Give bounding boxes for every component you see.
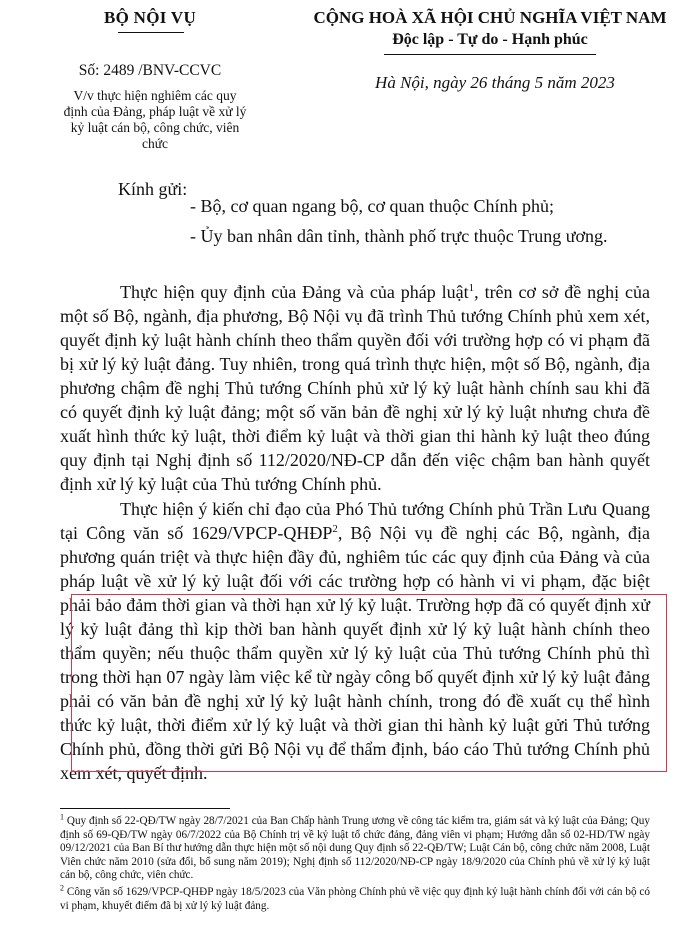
paragraph-1-lead: Thực hiện quy định của Đảng và của pháp luật [120,282,469,302]
document-subject: V/v thực hiện nghiêm các quy định của Đảng, pháp luật về xử lý kỷ luật cán bộ, công chức, viên chức [63,88,247,151]
salutation: Kính gửi: [118,179,188,199]
footnote-1-text: Quy định số 22-QĐ/TW ngày 28/7/2021 của Ban Chấp hành Trung ương về công tác kiểm tra, giám sát và kỷ luật của Đảng; Quy định số 69-QĐ/TW ngày 06/7/2022 của Bộ Chính trị về kỷ luật tổ chức đảng, đảng viên vi phạm; Hướng dẫn số 02-HD/TW ngày 09/12/2021 của Ban Bí thư hướng dẫn thực hiện một số nội dung Quy định số 22-QĐ/TW; Luật Cán bộ, công chức năm 2008, Luật Viên chức năm 2010 (sửa đổi, bổ sung năm 2019); Nghị định số 112/2020/NĐ-CP ngày 18/9/2020 của Chính phủ về xử lý kỷ luật cán bộ, công chức, viên chức. [60,815,650,882]
paragraph-2-lead: Thực hiện ý kiến chỉ đạo của Phó Thủ tướng Chính phủ Trần Lưu Quang tại Công văn số 1629/VPCP-QHĐP [60,499,650,543]
agency-underline [118,32,184,33]
footnote-separator [60,808,230,809]
highlight-annotation-box [71,594,667,772]
national-motto: Độc lập - Tự do - Hạnh phúc [392,31,588,48]
document-number: Số: 2489 /BNV-CCVC [78,62,222,79]
footnote-2 [60,883,650,913]
recipient-provinces: - Ủy ban nhân dân tỉnh, thành phố trực thuộc Trung ương. [190,226,608,246]
footnote-ref-1[interactable]: 1 [468,282,475,294]
motto-underline [384,54,596,55]
footnote-1-mark: 1 [60,812,64,822]
paragraph-2-rest: , Bộ Nội vụ đề nghị các Bộ, ngành, địa phương quán triệt và thực hiện đầy đủ, nghiêm túc các quy định của Đảng và của pháp luật về xử lý kỷ luật đối với các trường hợp có hành vi vi phạm, đặc biệt phải bảo đảm thời gian và thời hạn xử lý kỷ luật. Trường hợp đã có quyết định xử lý kỷ luật đảng thì kịp thời ban hành quyết định xử lý kỷ luật hành chính theo thẩm quyền; nếu thuộc thẩm quyền xử lý kỷ luật của Thủ tướng Chính phủ thì trong thời hạn 07 ngày làm việc kể từ ngày công bố quyết định xử lý kỷ luật đảng phải có văn bản đề nghị xử lý kỷ luật hành chính, trong đó đề xuất cụ thể hình thức kỷ luật, thời điểm xử lý kỷ luật và thời gian thi hành kỷ luật gửi Thủ tướng Chính phủ, đồng thời gửi Bộ Nội vụ để thẩm định, báo cáo Thủ tướng Chính phủ xem xét, quyết định. [60,523,650,783]
place-and-date: Hà Nội, ngày 26 tháng 5 năm 2023 [375,73,615,92]
footnote-1 [60,812,650,883]
national-title: CỘNG HOÀ XÃ HỘI CHỦ NGHĨA VIỆT NAM [313,8,667,27]
footnote-ref-2[interactable]: 2 [332,523,338,535]
recipient-ministries: - Bộ, cơ quan ngang bộ, cơ quan thuộc Chính phủ; [190,196,554,216]
paragraph-1-rest: , trên cơ sở đề nghị của một số Bộ, ngành, địa phương, Bộ Nội vụ đã trình Thủ tướng Chính phủ xem xét, quyết định kỷ luật hành chính theo thẩm quyền đối với trường hợp có vi phạm đã bị xử lý kỷ luật đảng. Tuy nhiên, trong quá trình thực hiện, một số Bộ, ngành, địa phương chậm đề nghị Thủ tướng Chính phủ xử lý kỷ luật hành chính sau khi đã có quyết định kỷ luật đảng; một số văn bản đề nghị xử lý kỷ luật nhưng chưa đề xuất hình thức kỷ luật, thời điểm kỷ luật và thời gian thi hành kỷ luật theo đúng quy định tại Nghị định số 112/2020/NĐ-CP dẫn đến việc chậm ban hành quyết định xử lý kỷ luật của Thủ tướng Chính phủ. [60,282,650,494]
body-paragraph-1 [60,280,650,496]
footnote-2-mark: 2 [60,883,64,893]
footnote-2-text: Công văn số 1629/VPCP-QHĐP ngày 18/5/2023 của Văn phòng Chính phủ về việc quy định kỷ luật hành chính đối với cán bộ có vi phạm, khuyết điểm đã bị xử lý kỷ luật đảng. [60,886,650,912]
issuing-agency: BỘ NỘI VỤ [103,8,197,27]
